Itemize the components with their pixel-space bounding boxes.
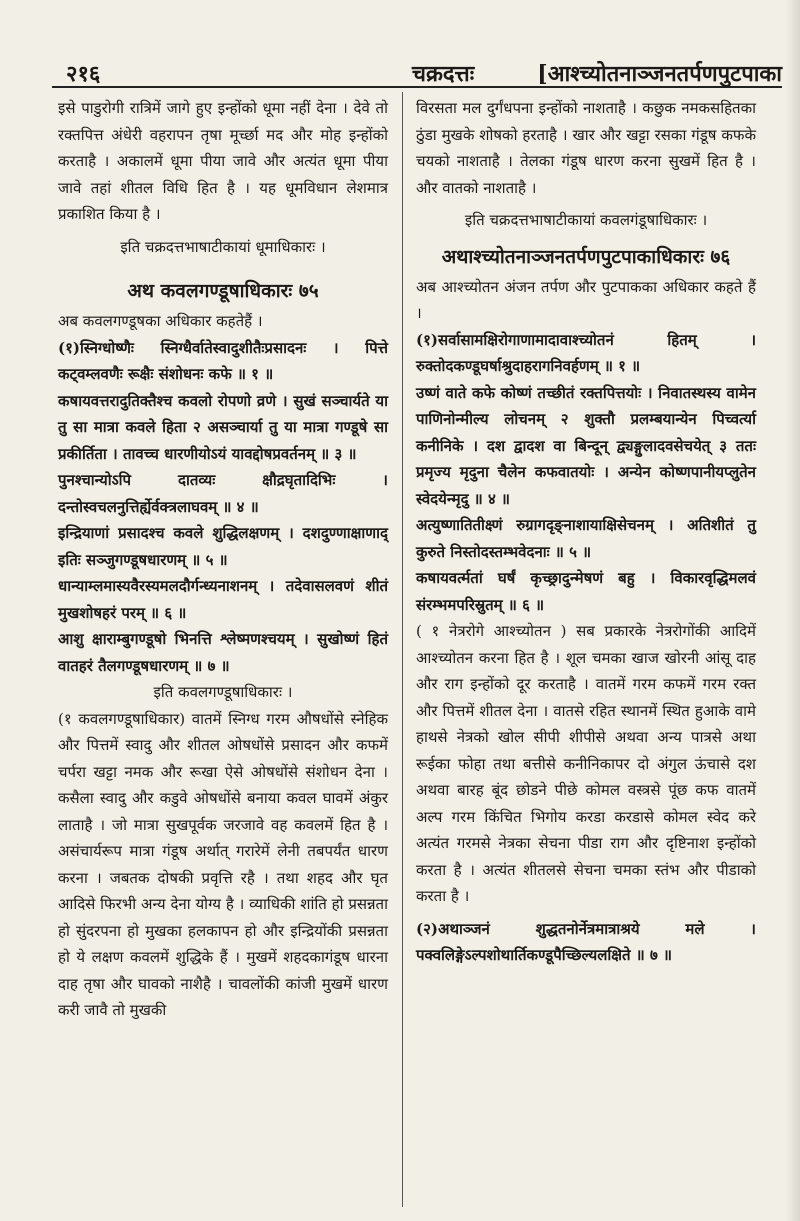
verse: पुनश्चान्योऽपि दातव्यः क्षौद्रघृतादिभिः । दन्तोस्वचलनुत्तिर्ह्येर्वक्त्रलाघवम् ॥ ४ ॥ [58, 471, 388, 516]
verse: कषायवत्तरादुतिक्तैश्च कवलो रोपणो व्रणे । सुखं सञ्चार्यते या तु सा मात्रा कवले हिता २ असञ्चार्या तु या मात्रा गण्डूषे सा प्रकीर्तिता । तावच्च धारणीयोऽयं यावद्दोषप्रवर्तनम् ॥ ३ ॥ [58, 391, 388, 463]
verse: उष्णं वाते कफे कोष्णं तच्छीतं रक्तपित्तयोः । निवातस्थस्य वामेन पाणिनोन्मील्य लोचनम् २ शुक्तौ प्रलम्बयान्येन पिच्वर्त्या कनीनिके । दश द्वादश वा बिन्दून् द्व्यङ्गुलादवसेचयेत् ३ ततः प्रमृज्य मृदुना चैलेन कफवातयोः । अन्येन कोष्णपानीयप्लुतेन स्वेदयेन्मृदु ॥ ४ ॥ [416, 383, 756, 508]
left-column [58, 95, 388, 1024]
verse: (२)अथाञ्जनं शुद्धतनोर्नेत्रमात्राश्रये मले । पक्वलिङ्गेऽल्पशोथार्तिकण्डूपैच्छिल्यलक्षिते ॥ ७ ॥ [416, 919, 756, 964]
section-intro: अब आश्च्योतन अंजन तर्पण और पुटपाकका अधिकार कहते हैं । [416, 277, 756, 322]
section-end-line: इति कवलगण्डूषाधिकारः । [153, 683, 293, 701]
section-heading: अथाश्च्योतनाञ्जनतर्पणपुटपाकाधिकारः ७६ [441, 245, 731, 268]
page-header [52, 52, 782, 88]
verse: अत्युष्णातितीक्ष्णं रुग्रागदृङ्नाशायाक्षिसेचनम् । अतिशीतं तु कुरुते निस्तोदस्तम्भवेदनाः ॥ ५ ॥ [416, 516, 756, 561]
section-end-line: इति चक्रदत्तभाषाटीकायां कवलगंडूषाधिकारः । [464, 211, 708, 229]
verse: आशु क्षाराम्बुगण्डूषो भिनत्ति श्लेष्मणश्चयम् । सुखोष्णं हितं वातहरं तैलगण्डूषधारणम् ॥ ७ ॥ [58, 630, 388, 675]
commentary: ( १ नेत्ररोगे आश्च्योतन ) सब प्रकारके नेत्ररोगोंकी आदिमें आश्च्योतन करना हित है । शूल चमका खाज खोरनी आंसू दाह और राग इन्होंको दूर करताहै । वातमें गरम कफमें गरम रक्त और पित्तमें शीतल देना । वातसे रहित स्थानमें स्थित हुआके वामे हाथसे नेत्रको खोल सीपी शीपीसे अथवा अन्य पात्रसे अथा रूईका फोहा तथा बत्तीसे कनीनिकापर दो अंगुल ऊंचासे दश अथवा बारह बूंद छोडने पीछे कोमल वस्त्रसे पूंछ कफ वातमें अल्प गरम किंचित भिगोय करडा करडासे कोमल स्वेद करे अत्यंत गरमसे नेत्रका सेचना पीडा राग और दृष्टिनाश इन्होंको करता है । अत्यंत शीतलसे सेचना चमका स्तंभ और पीडाको करता है । [416, 622, 756, 905]
page-edge-shadow [786, 0, 800, 1221]
paragraph: विरसता मल दुर्गंधपना इन्होंको नाशताहै । कछुक नमकसहितका ठुंडा मुखके शोषको हरताहै । खार और खट्टा रसका गंडूष कफके चयको नाशताहै । तेलका गंडूष धारण करना सुखमें हित है । और वातको नाशताहै । [416, 99, 756, 197]
running-title: चक्रदत्तः [412, 61, 475, 87]
verse: धान्याम्लमास्यवैरस्यमलदौर्गन्ध्यनाशनम् । तदेवासलवणं शीतं मुखशोषहरं परम् ॥ ६ ॥ [58, 577, 388, 622]
page-number: २१६ [66, 61, 101, 87]
section-intro: अब कवलगण्डूषका अधिकार कहतेहैं । [58, 312, 263, 330]
commentary: (१ कवलगण्डूषाधिकार) वातमें स्निग्ध गरम औषधोंसे स्नेहिक और पित्तमें स्वादु और शीतल ओषधोंसे प्रसादन और कफमें चर्परा खट्टा नमक और रूखा ऐसे ओषधोंसे संशोधन देना । कसैला स्वादु और कडुवे ओषधोंसे बनाया कवल घावमें अंकुर लाताहै । जो मात्रा सुखपूर्वक जरजावे वह कवलमें हित है । असंचार्यरूप मात्रा गंडूष अर्थात् गरारेमें लेनी तबपर्यंत धारण करना । जबतक दोषकी प्रवृत्ति रहै । तथा शहद और घृत आदिसे फिरभी अन्य देना योग्य है । व्याधिकी शांति हो प्रसन्नता हो सुंदरपना हो मुखका हलकापन हो और इन्द्रियोंकी प्रसन्नता हो ये लक्षण कवलमें शुद्धिके हैं । मुखमें शहदकागंडूष धारना दाह तृषा और घावको नाशैहै । चावलोंकी कांजी मुखमें धारण करी जावै तो मुखकी [58, 709, 388, 1019]
right-column [416, 95, 756, 969]
paragraph: इसे पाडुरोगी रात्रिमें जागे हुए इन्होंको धूमा नहीं देना । देवे तो रक्तपित्त अंधेरी वहरापन तृषा मूर्च्छा मद और मोह इन्होंको करताहै । अकालमें धूमा पीया जावे और अत्यंत धूमा पीया जावे तहां शीतल विधि हित है । यह धूमविधान लेशमात्र प्रकाशित किया है । [58, 99, 388, 223]
verse: (१)स्निग्धोष्णैः स्निग्धैर्वातेस्वादुशीतैःप्रसादनः । पित्ते कट्वम्लवणैः रूक्षैः संशोधनः कफे ॥ १ ॥ [58, 338, 388, 383]
column-divider [402, 92, 403, 1207]
running-subtitle: [आश्च्योतनाञ्जनतर्पणपुटपाका [537, 61, 782, 87]
section-end-line: इति चक्रदत्तभाषाटीकायां धूमाधिकारः । [120, 237, 326, 256]
verse: (१)सर्वासामक्षिरोगाणामादावाश्च्योतनं हितम् । रुक्तोदकण्डूघर्षाश्रुदाहरागनिवर्हणम् ॥ १ ॥ [416, 330, 756, 375]
verse: कषायवर्त्मतां घर्षं कृच्छ्रादुन्मेषणं बहु । विकारवृद्धिमलवं संरम्भमपरिस्रुतम् ॥ ६ ॥ [416, 569, 756, 614]
verse: इन्द्रियाणां प्रसादश्च कवले शुद्धिलक्षणम् । दशदुण्णाक्षाणाद् इतिः सञ्जुगण्डूषधारणम् ॥ ५ ॥ [58, 524, 388, 569]
section-heading: अथ कवलगण्डूषाधिकारः ७५ [127, 280, 319, 302]
